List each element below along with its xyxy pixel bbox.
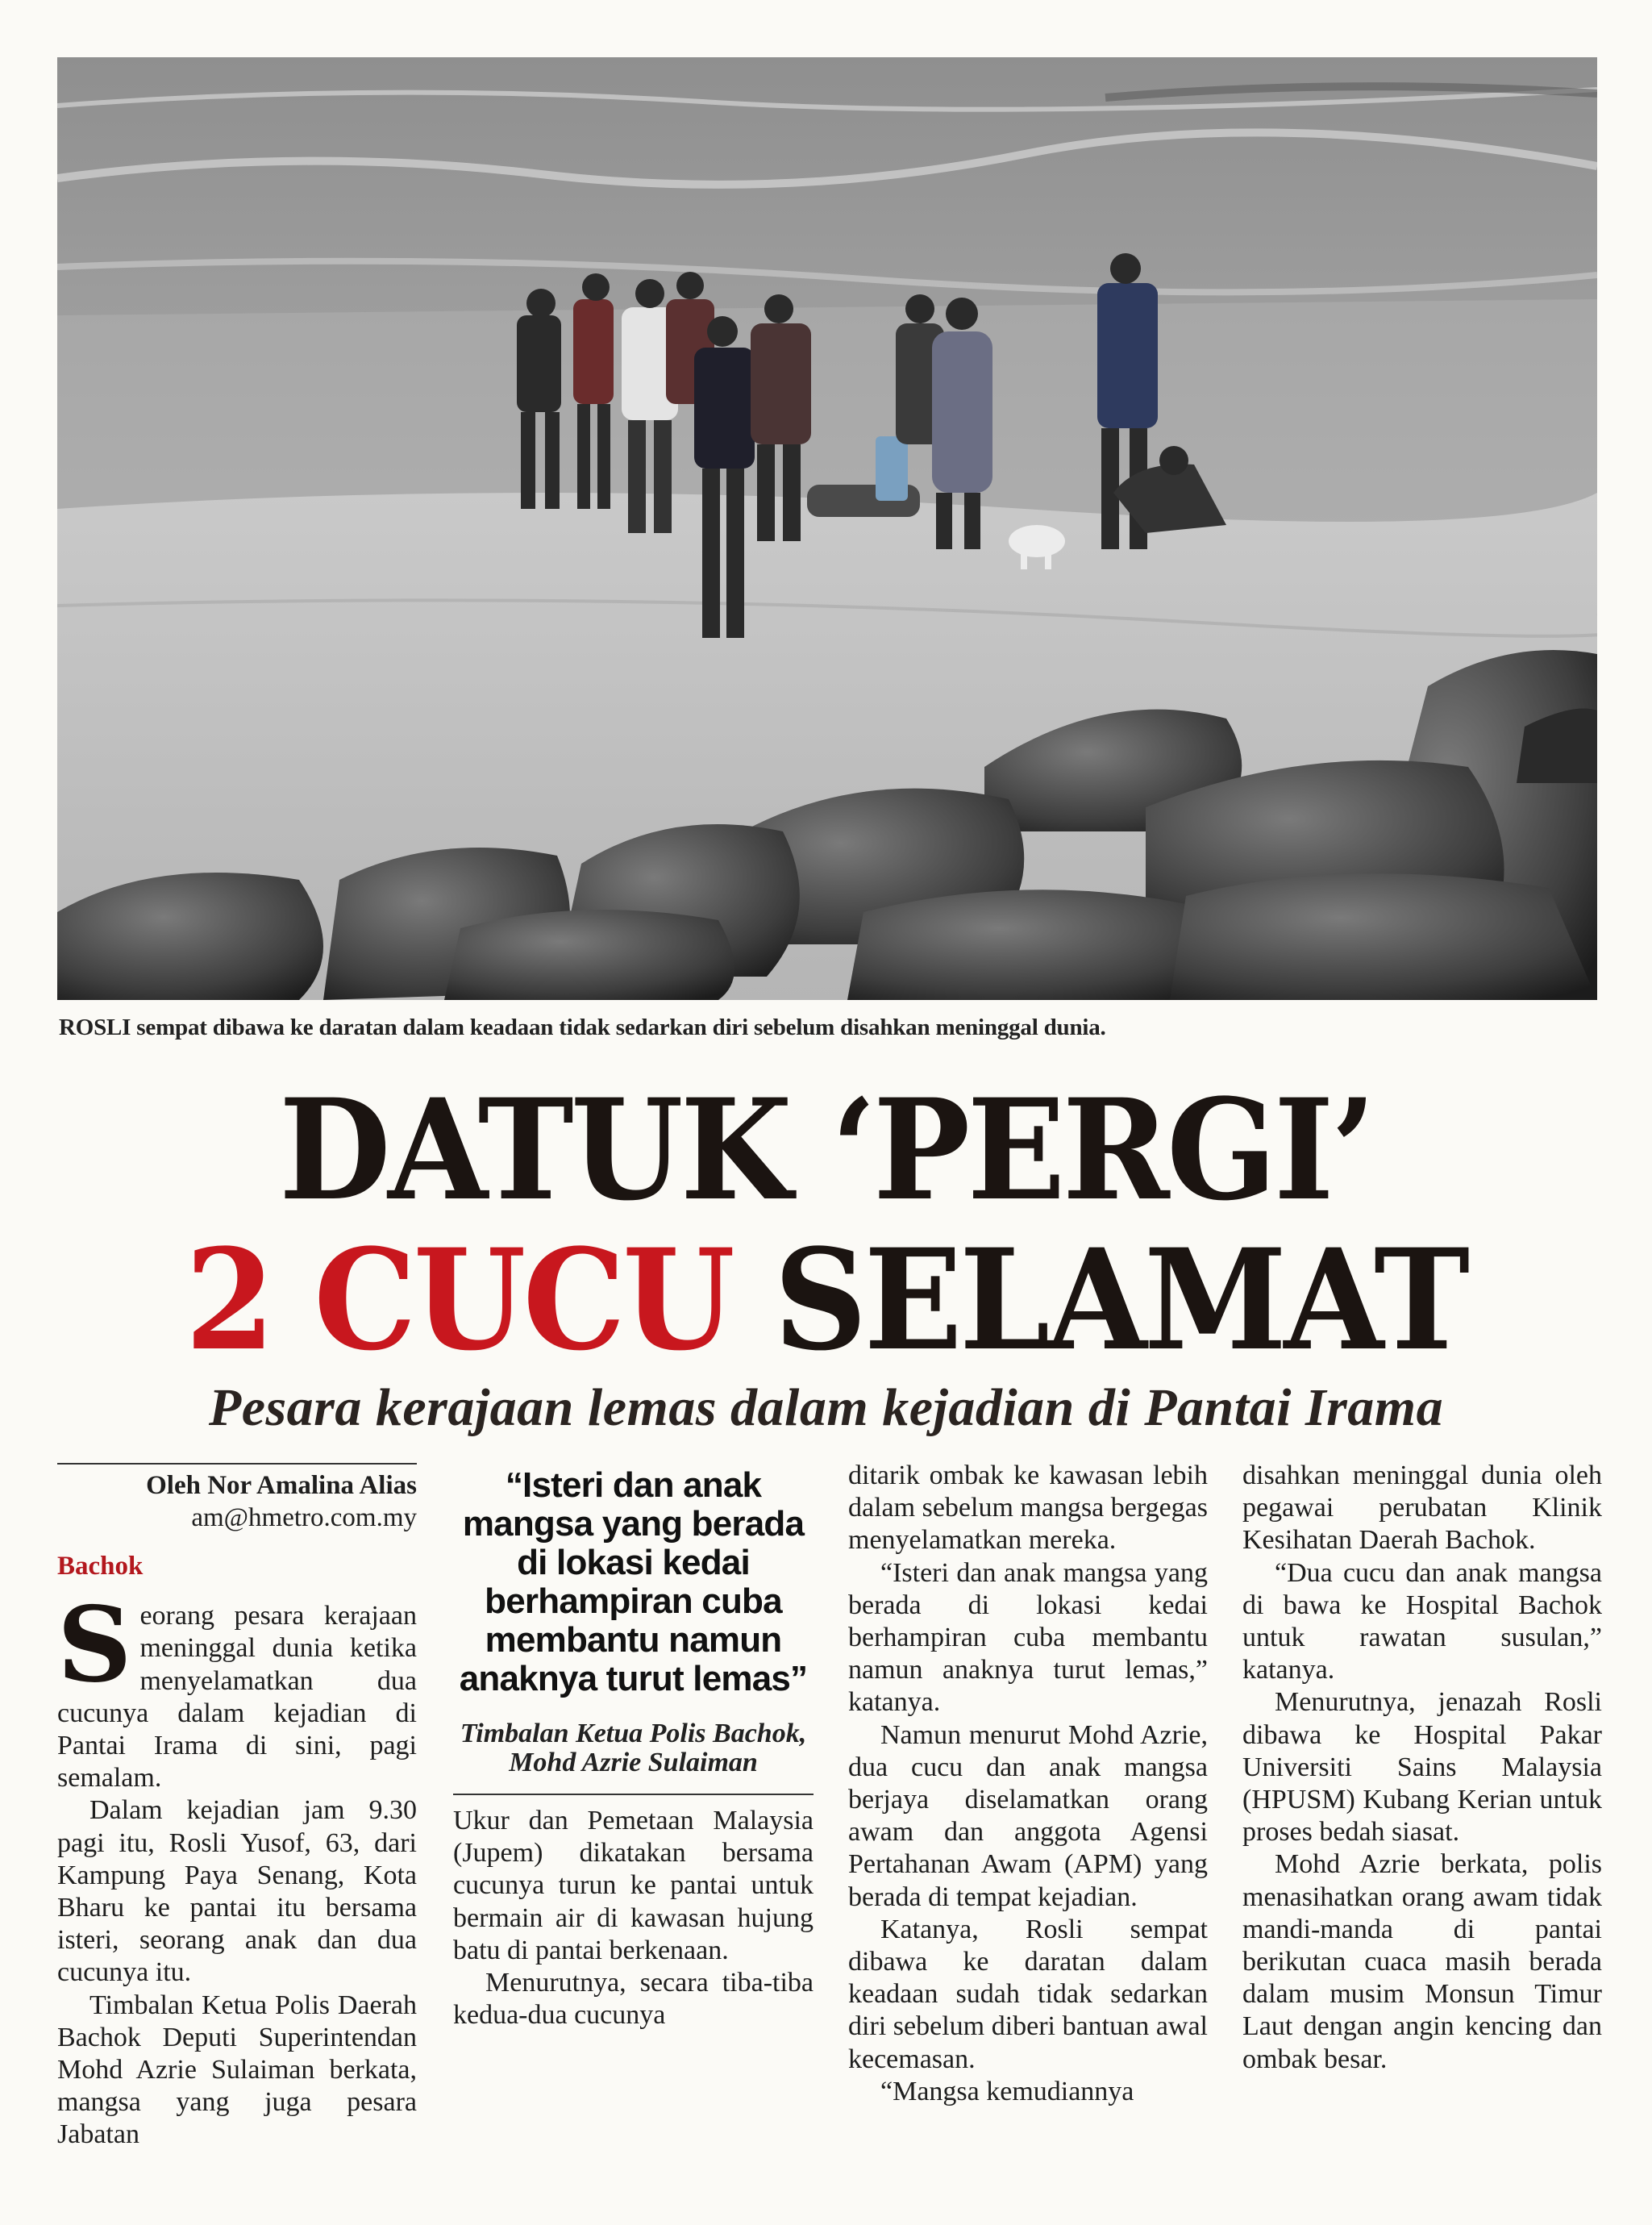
headline-red-text: 2 CUCU <box>185 1218 732 1381</box>
article-paragraph: Timbalan Ketua Polis Daerah Bachok Deputi Superintendan Mohd Azrie Sulaiman berkata, mangsa yang juga pesara Jabatan <box>57 1990 417 2150</box>
article-paragraph: Namun menurut Mohd Azrie, dua cucu dan anak mangsa berjaya diselamatkan orang awam dan anggota Agensi Pertahanan Awam (APM) yang berada di tempat kejadian. <box>848 1719 1208 1912</box>
article-paragraph: Katanya, Rosli sempat dibawa ke daratan dalam keadaan sudah tidak sedarkan diri sebelum diberi bantuan awal kecemasan. <box>848 1914 1208 2074</box>
article-paragraph: disahkan meninggal dunia oleh pegawai perubatan Klinik Kesihatan Daerah Bachok. <box>1242 1460 1602 1556</box>
article-column-4 <box>1242 1460 1602 2076</box>
article-column-2 <box>453 1460 814 2031</box>
article-paragraph: “Dua cucu dan anak mangsa di bawa ke Hospital Bachok untuk rawatan susulan,” katanya. <box>1242 1557 1602 1685</box>
article-paragraph: Menurutnya, secara tiba-tiba kedua-dua cucunya <box>453 1968 814 2031</box>
byline-divider <box>57 1463 417 1465</box>
byline-author: Oleh Nor Amalina Alias <box>146 1471 417 1500</box>
article-paragraph: “Mangsa kemudiannya <box>880 2076 1134 2106</box>
article-paragraph: “Isteri dan anak mangsa yang berada di lokasi kedai berhampiran cuba membantu namun anaknya turut lemas,” katanya. <box>848 1557 1208 1718</box>
article-paragraph: Mohd Azrie berkata, polis menasihatkan orang awam tidak mandi-manda di pantai berikutan cuaca masih berada dalam musim Monsun Timur Laut dengan angin kencing dan ombak besar. <box>1242 1849 1602 2074</box>
article-column-3 <box>848 1460 1208 2108</box>
byline-email: am@hmetro.com.my <box>191 1503 417 1532</box>
pull-quote-text: “Isteri dan anak mangsa yang berada di lokasi kedai berhampiran cuba membantu namun anaknya turut lemas” <box>459 1465 808 1698</box>
photo-caption: ROSLI sempat dibawa ke daratan dalam keadaan tidak sedarkan diri sebelum disahkan meninggal dunia. <box>59 1015 1106 1040</box>
drop-cap: S <box>57 1585 132 1706</box>
headline-deck: Pesara kerajaan lemas dalam kejadian di Pantai Irama <box>208 1378 1444 1437</box>
article-paragraph: Menurutnya, jenazah Rosli dibawa ke Hospital Pakar Universiti Sains Malaysia (HPUSM) Kubang Kerian untuk proses bedah siasat. <box>1242 1687 1602 1848</box>
headline-line-1 <box>58 1068 1595 1231</box>
pull-quote-divider <box>453 1794 814 1795</box>
headline-black-text: SELAMAT <box>731 1218 1467 1381</box>
paragraph-text: eorang pesara kerajaan meninggal dunia ketika menyelamatkan dua cucunya dalam kejadian di Pantai Irama di sini, pagi semalam. <box>57 1601 417 1794</box>
article-paragraph: Dalam kejadian jam 9.30 pagi itu, Rosli Yusof, 63, dari Kampung Paya Senang, Kota Bharu ke pantai itu bersama isteri, seorang anak dan dua cucunya itu. <box>57 1795 417 1988</box>
headline-line-2 <box>58 1218 1595 1381</box>
article-column-1 <box>57 1460 417 2152</box>
pull-quote <box>453 1466 814 1777</box>
article-paragraph: Ukur dan Pemetaan Malaysia (Jupem) dikatakan bersama cucunya turun ke pantai untuk bermain air di kawasan hujung batu di pantai berkenaan. <box>453 1806 814 1965</box>
beach-rescue-photo <box>57 57 1597 1000</box>
article-paragraph <box>57 1585 417 1794</box>
pull-quote-attribution: Timbalan Ketua Polis Bachok, Mohd Azrie Sulaiman <box>460 1719 807 1777</box>
article-paragraph: ditarik ombak ke kawasan lebih dalam sebelum mangsa bergegas menyelamatkan mereka. <box>848 1460 1208 1556</box>
dateline: Bachok <box>57 1552 144 1581</box>
headline-text-1: DATUK ‘PERGI’ <box>279 1068 1373 1231</box>
beach-scene-illustration <box>57 57 1597 1000</box>
